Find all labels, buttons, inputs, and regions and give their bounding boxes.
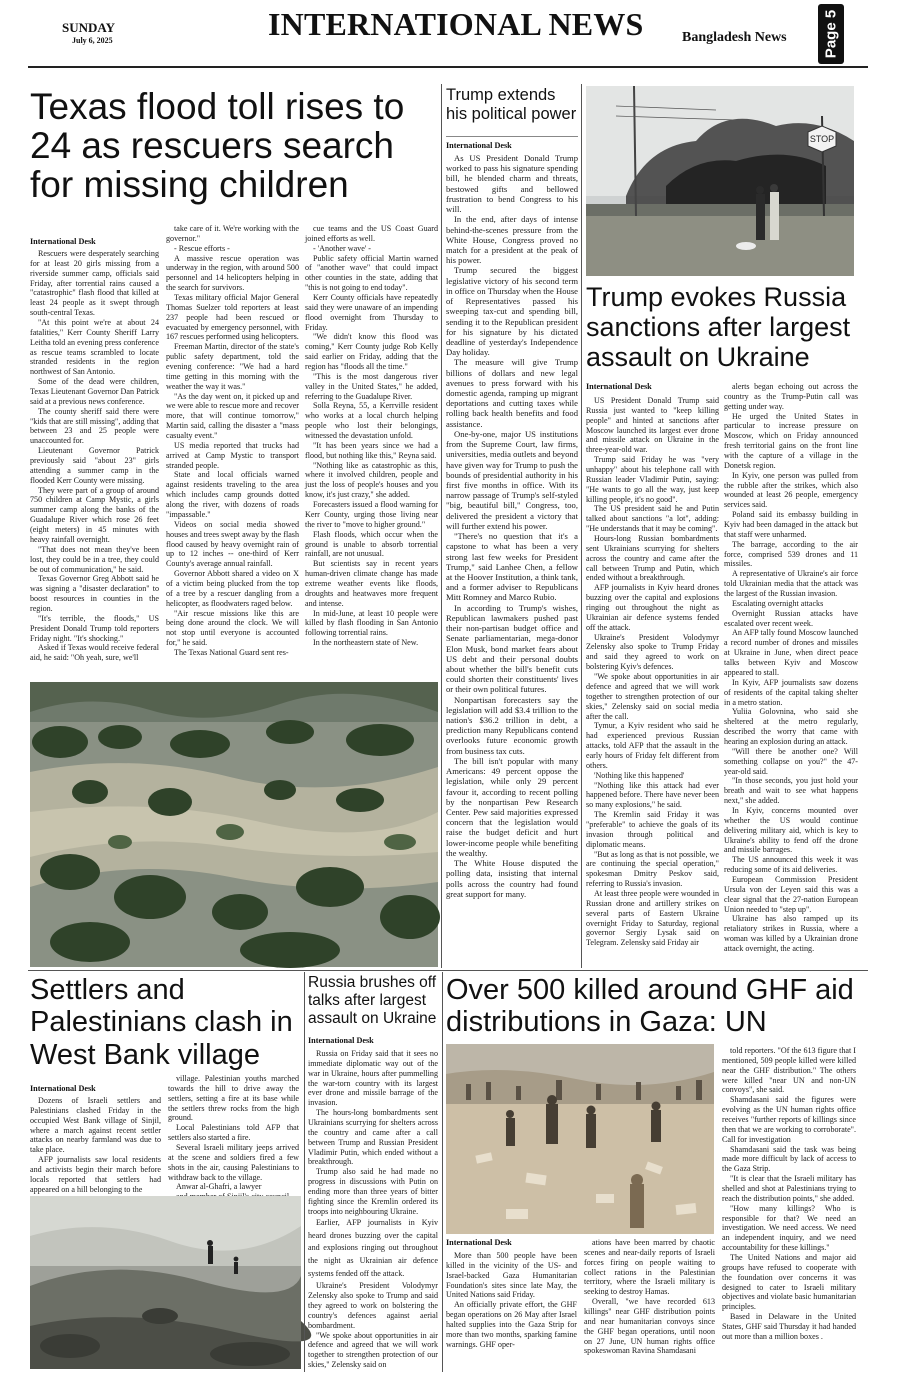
texas-column-1 xyxy=(30,249,159,679)
kyiv-smoke-photo xyxy=(586,86,854,276)
paragraph: "It's terrible, the floods," US President Donald Trump told reporters Friday night. "It's shocking." xyxy=(30,613,159,643)
paragraph: At least three people were wounded in Russian drone and artillery strikes on several parts of Eastern Ukraine overnight Friday to Saturday, regional governor Sergiy Lysak said on Telegram. Zelensky said Friday air xyxy=(586,888,719,948)
column-divider xyxy=(581,84,582,968)
paragraph: In mid-June, at least 10 people were killed by flash flooding in San Antonio following torrential rains. xyxy=(305,608,438,638)
gaza-column-1 xyxy=(446,1251,577,1371)
paragraph: Asked if Texas would receive federal aid, he said: "Oh yeah, sure, we'll xyxy=(30,643,159,663)
paragraph: cue teams and the US Coast Guard joined efforts as well. xyxy=(305,224,438,243)
flood-photo xyxy=(30,682,438,967)
trump-power-body xyxy=(446,153,578,968)
paragraph: Trump also said he had made no progress in discussions with Putin on ending more than three years of bitter fighting since the Kremlin ordered its troops into neighbouring Ukraine. xyxy=(308,1167,438,1216)
ukraine-headline: Trump evokes Russia sanctions after largest assault on Ukraine xyxy=(586,282,851,373)
paragraph: The barrage, according to the air force, comprised 539 drones and 11 missiles. xyxy=(724,539,858,569)
paragraph: Trump secured the biggest legislative victory of his second term in office on Thursday when the House of Representatives passed his sweeping tax-cut and spending bill, sending it to the Republican president for his signature by his dictated deadline of yesterday's Independence Day holiday. xyxy=(446,265,578,358)
paragraph: Yuliia Golovnina, who said she sheltered at the metro regularly, described the worry that came with hearing an explosion during an attack. xyxy=(724,707,858,746)
gaza-headline: Over 500 killed around GHF aid distributions in Gaza: UN xyxy=(446,974,854,1039)
paragraph: Overnight Russian attacks have escalated over recent week. xyxy=(724,608,858,628)
paragraph: Videos on social media showed houses and trees swept away by the flash flood caused by heavy overnight rain of up to 12 inches -- one-third of Kerr County's average annual rainfall. xyxy=(166,519,299,569)
paragraph: told reporters. "Of the 613 figure that I mentioned, 509 people killed were killed near the GHF distribution." The others were killed "near UN and non-UN convoys", she said. xyxy=(722,1046,856,1095)
paragraph: Russia on Friday said that it sees no immediate diplomatic way out of the war in Ukraine, hours after pummelling the war-torn country with its largest ever drone and missile barrage of the invasion. xyxy=(308,1049,438,1108)
gaza-column-2 xyxy=(584,1238,715,1371)
paragraph: village. Palestinian youths marched towards the hill to drive away the settlers, setting a fire at its base while the settlers threw rocks from the high ground. xyxy=(168,1074,299,1123)
paragraph: "At this point we're at about 24 fatalities," Kerr County Sheriff Larry Leitha told an evening press conference as rescue teams scrambled to locate stranded residents in the region northwest of San Antonio. xyxy=(30,318,159,377)
paragraph: Kerr County officials have repeatedly said they were unaware of an impending flood overnight from Thursday to Friday. xyxy=(305,293,438,332)
paragraph: Texas military official Major General Thomas Suelzer told reporters at least 237 people had been rescued or evacuated by emergency personnel, with 167 rescues performed using helicopters. xyxy=(166,293,299,342)
paragraph: Escalating overnight attacks xyxy=(732,598,824,608)
paragraph: "Will there be another one? Will something collapse on you?" the 47-year-old said. xyxy=(724,746,858,776)
paragraph: The US president said he and Putin talked about sanctions "a lot", adding: "He understands that it may be coming". xyxy=(586,504,719,534)
paragraph: State and local officials warned against residents traveling to the area which includes camp grounds dotted along the river, with dozens of roads "impassable." xyxy=(166,470,299,519)
paragraph: "Nothing like this attack had ever happened before. There have never been so many explosions," he said. xyxy=(586,780,719,810)
paragraph: Several Israeli military jeeps arrived at the scene and soldiers fired a few shots in the air, causing Palestinians to withdraw back to the village. xyxy=(168,1143,299,1182)
paragraph: Rescuers were desperately searching for at least 20 girls missing from a riverside summer camp, officials said Friday, after torrential rains caused a "catastrophic" flash flood that killed at least 24 people as it swept through south-central Texas. xyxy=(30,249,159,318)
paragraph: Trump said Friday he was "very unhappy" about his telephone call with Russian leader Vladimir Putin, saying: "He wants to go all the way, just keep killing people, it's no good". xyxy=(586,455,719,504)
texas-column-3 xyxy=(305,224,438,679)
paragraph: "We didn't know this flood was coming," Kerr County judge Rob Kelly said earlier on Friday, adding that the region has "floods all the time." xyxy=(305,332,438,372)
paragraph: ations have been marred by chaotic scenes and near-daily reports of Israeli forces firing on people waiting to collect rations in the Palestinian territory, where the Israeli military is seeking to destroy Hamas. xyxy=(584,1238,715,1297)
paragraph: As US President Donald Trump worked to pass his signature spending bill, he blended charm and threats, bestowed gifts and bellowed frustration to bend Congress to his will. xyxy=(446,153,578,215)
masthead-date: July 6, 2025 xyxy=(72,36,113,45)
paragraph: "That does not mean they've been lost, they could be in a tree, they could be out of communication," he said. xyxy=(30,544,159,574)
paragraph: 'Nothing like this happened' xyxy=(594,770,685,780)
masthead xyxy=(0,0,897,59)
paragraph: Ukraine's President Volodymyr Zelensky also spoke to Trump Friday and said they agreed to work on bolstering Kyiv's defences. xyxy=(586,632,719,672)
paragraph: Some of the dead were children, Texas Lieutenant Governor Dan Patrick said at a previous news conference. xyxy=(30,377,159,406)
paragraph: The measure will give Trump billions of dollars and new legal avenues to press forward with his domestic agenda, ramping up migrant deportations and cutting taxes while rolling back health benefits and food assistance. xyxy=(446,357,578,429)
paragraph: One-by-one, major US institutions from the Supreme Court, law firms, universities, media outlets and beyond have given way for Trump to push the bounds of presidential authority in his first five months in office. With its narrow passage of Trump's self-styled "big, beautiful bill," Congress, too, delivered the president a victory that will further extend his power. xyxy=(446,428,578,531)
paragraph: AFP journalists in Kyiv heard drones buzzing over the capital and explosions ringing out throughout the night as Ukrainian air defence systems fended off the attack. xyxy=(586,583,719,632)
paragraph: - Rescue efforts - xyxy=(174,243,230,253)
paragraph: In the northeastern state of New. xyxy=(313,638,419,648)
column-divider xyxy=(442,972,443,1372)
trump-power-headline: Trump extends his political power xyxy=(446,86,577,123)
paragraph: AFP journalists saw local residents and activists begin their march before locals reported that settlers had appeared on a hill belonging to the xyxy=(30,1155,161,1194)
westbank-headline: Settlers and Palestinians clash in West Bank village xyxy=(30,974,293,1071)
paragraph: But scientists say in recent years human-driven climate change has made extreme weather events like floods, droughts and heatwaves more frequent and intense. xyxy=(305,559,438,608)
paragraph: Overall, "we have recorded 613 killings" near GHF distribution points and near humanitarian convoys since the GHF began operations, until noon on 27 June, UN human rights office spokeswoman Ravina Shamdasani xyxy=(584,1297,715,1356)
trump-power-desk-tag: International Desk xyxy=(446,141,512,150)
paragraph: "As the day went on, it picked up and we were able to rescue more and recover more, that will continue tomorrow," Martin said, calling the disaster a "mass casualty event." xyxy=(166,391,299,441)
gaza-aid-photo xyxy=(446,1044,714,1234)
paragraph: "This is the most dangerous river valley in the United States," he added, referring to the Guadalupe River. xyxy=(305,371,438,401)
paragraph: Shamdasani said the figures were evolving as the UN human rights office receives "further reports of killings since then that we are working to corroborate". Call for investigation xyxy=(722,1095,856,1144)
paragraph: Freeman Martin, director of the state's public safety department, told the evening conference: "We had a hard time getting in this morning with the weather the way it was." xyxy=(166,342,299,391)
paragraph: European Commission President Ursula von der Leyen said this was a clear signal that the 27-nation European Union needed to "step up". xyxy=(724,874,858,914)
russia-talks-headline: Russia brushes off talks after largest assault on Ukraine xyxy=(308,974,437,1027)
texas-column-2 xyxy=(166,224,299,679)
brand-name: Bangladesh News xyxy=(682,30,787,45)
paragraph: "How many killings? Who is responsible for that? We need an investigation. We need access. We need an independent inquiry, and we need accountability for these killings." xyxy=(722,1203,856,1253)
paragraph: "Nothing like as catastrophic as this, where it involved children, people and just the loss of people's houses and you know, it's just crazy," she added. xyxy=(305,460,438,500)
paragraph: Based in Delaware in the United States, GHF said Thursday it had handed out more than a million boxes . xyxy=(722,1312,856,1341)
paragraph: An AFP tally found Moscow launched a record number of drones and missiles at Ukraine in June, when direct peace talks between Kyiv and Moscow appeared to stall. xyxy=(724,628,858,677)
section-title: INTERNATIONAL NEWS xyxy=(268,6,644,42)
paragraph: Dozens of Israeli settlers and Palestinians clashed Friday in the occupied West Bank village of Sinjil, where a march against recent settler attacks on nearby farmland was due to take place. xyxy=(30,1096,161,1155)
paragraph: The Texas National Guard sent res- xyxy=(174,647,289,657)
paragraph: He urged the United States in particular to increase pressure on Moscow, which on Friday announced fresh territorial gains on the front line with the capture of a village in the Donetsk region. xyxy=(724,411,858,470)
paragraph: "In those seconds, you just hold your breath and wait to see what happens next," she added. xyxy=(724,776,858,806)
paragraph: take care of it. We're working with the governor." xyxy=(166,224,299,243)
paragraph: The bill isn't popular with many Americans: 49 percent oppose the legislation, while only 29 percent favour it, according to recent polling by the nonpartisan Pew Research Center. Pew said majorities expressed concern that the legislation would raise the budget deficit and hurt lower-income people while benefiting the wealthy. xyxy=(446,755,578,858)
westbank-photo xyxy=(30,1196,301,1369)
russia-talks-body xyxy=(308,1049,438,1371)
story-rule xyxy=(446,136,578,137)
paragraph: Forecasters issued a flood warning for Kerr County, urging those living near the river to "move to higher ground." xyxy=(305,500,438,529)
paragraph: In according to Trump's wishes, Republican lawmakers pushed past their non-partisan budget office and Senate parliamentarian, mega-donor Elon Musk, bond market fears about US debt and their personal doubts about whether the bill's benefit cuts could shorten their constituents' lives or their own political futures. xyxy=(446,602,578,695)
paragraph: In the end, after days of intense behind-the-scenes pressure from the White House, Congress proved no match for a president at the peak of his power. xyxy=(446,214,578,266)
paragraph: Solla Reyna, 55, a Kerrville resident who works at a local church helping people who lost their belongings, witnessed the devastation unfold. xyxy=(305,401,438,441)
paragraph: Local Palestinians told AFP that settlers also started a fire. xyxy=(168,1123,299,1143)
westbank-column-2 xyxy=(168,1074,299,1192)
paragraph: In Kyiv, one person was pulled from the rubble after the strikes, which also wounded at least 26 people, emergency services said. xyxy=(724,470,858,510)
ukraine-column-1 xyxy=(586,396,719,968)
gaza-desk-tag: International Desk xyxy=(446,1238,512,1247)
column-divider xyxy=(441,84,442,968)
texas-headline: Texas flood toll rises to 24 as rescuers search for missing children xyxy=(30,86,405,205)
paragraph: Hours-long Russian bombardments sent Ukrainians scurrying for shelters across the country and came after the call between Trump and Putin, which ended without a breakthrough. xyxy=(586,534,719,583)
paragraph: An officially private effort, the GHF began operations on 26 May after Israel halted supplies into the Gaza Strip for more than two months, sparking famine warnings. GHF oper- xyxy=(446,1300,577,1349)
paragraph: A massive rescue operation was underway in the region, with around 500 personnel and 14 helicopters helping in the search for survivors. xyxy=(166,253,299,293)
paragraph: Nonpartisan forecasters say the legislation will add $3.4 trillion to the nation's $36.2 trillion in debt, a prediction many Republicans contend overlooks future economic growth from business tax cuts. xyxy=(446,694,578,756)
paragraph: They were part of a group of around 750 children at Camp Mystic, a girls summer camp along the banks of the Guadalupe River which rose 26 feet (eight meters) in 45 minutes with heavy rainfall overnight. xyxy=(30,485,159,544)
paragraph: "It has been years since we had a flood, but nothing like this," Reyna said. xyxy=(305,440,438,460)
paragraph: The US announced this week it was reducing some of its aid deliveries. xyxy=(724,855,858,875)
paragraph: US media reported that trucks had arrived at Camp Mystic to transport stranded people. xyxy=(166,440,299,470)
paragraph: Public safety official Martin warned of "another wave" that could impact other counties in the state, adding that "this is not going to end today". xyxy=(305,253,438,293)
page-number: Page 5 xyxy=(822,9,840,59)
paragraph: Anwar al-Ghafri, a lawyer xyxy=(176,1182,262,1192)
column-divider xyxy=(304,972,305,1372)
paragraph: In Kyiv, AFP journalists saw dozens of residents of the capital taking shelter in a metro station. xyxy=(724,677,858,707)
gaza-column-3 xyxy=(722,1046,856,1371)
paragraph: The Kremlin said Friday it was "preferable" to achieve the goals of its invasion through political and diplomatic means. xyxy=(586,810,719,849)
paragraph: Lieutenant Governor Patrick previously said "about 23" girls attending a summer camp in the flooded Kerr County were missing. xyxy=(30,446,159,485)
paragraph: The county sheriff said there were "kids that are still missing", adding that between 23 and 25 people were unaccounted for. xyxy=(30,406,159,446)
texas-desk-tag: International Desk xyxy=(30,237,96,246)
page-number-tab xyxy=(818,4,844,64)
paragraph: Shamdasani said the task was being made more difficult by lack of access to the Gaza Strip. xyxy=(722,1144,856,1174)
paragraph: More than 500 people have been killed in the vicinity of the US- and Israel-backed Gaza Humanitarian Foundation's sites since late May, the United Nations said Friday. xyxy=(446,1251,577,1300)
paragraph: The White House disputed the polling data, insisting that internal polls across the country had found great support for many. xyxy=(446,858,578,899)
paragraph: The United Nations and major aid groups have refused to cooperate with the foundation over concerns it was designed to cater to Israeli military objectives and violate basic humanitarian principles. xyxy=(722,1253,856,1312)
paragraph: "But as long as that is not possible, we are continuing the special operation," spokesman Dmitry Peskov said, referring to Russia's invasion. xyxy=(586,849,719,889)
paragraph: "It is clear that the Israeli military has shelled and shot at Palestinians trying to reach the distribution points," she added. xyxy=(722,1174,856,1203)
paragraph: Governor Abbott shared a video on X of a victim being plucked from the top of a tree by a rescuer dangling from a helicopter, as floodwaters raged below. xyxy=(166,569,299,608)
stop-sign-text: STOP xyxy=(809,134,835,144)
westbank-column-1 xyxy=(30,1096,161,1194)
ukraine-desk-tag: International Desk xyxy=(586,382,652,391)
paragraph: Texas Governor Greg Abbott said he was signing a "disaster declaration" to boost resources in counties in the region. xyxy=(30,574,159,613)
paragraph: Tymur, a Kyiv resident who said he had experienced previous Russian attacks, told AFP that the assault in the early hours of Friday felt different from others. xyxy=(586,721,719,770)
masthead-day: SUNDAY xyxy=(62,20,115,35)
masthead-rule xyxy=(28,66,868,68)
paragraph: Flash floods, which occur when the ground is unable to absorb torrential rainfall, are not unusual. xyxy=(305,529,438,559)
paragraph: The hours-long bombardments sent Ukrainians scurrying for shelters across the country and came after a call between Trump and Russian President Vladimir Putin, which ended without a breakthrough. xyxy=(308,1108,438,1167)
paragraph: In Kyiv, concerns mounted over whether the US would continue delivering military aid, which is key to Ukraine's ability to fend off the drone and missile barrages. xyxy=(724,805,858,855)
ukraine-column-2 xyxy=(724,382,858,968)
section-divider xyxy=(28,970,868,971)
paragraph: Poland said its embassy building in Kyiv had been damaged in the attack but that staff were unharmed. xyxy=(724,510,858,539)
paragraph: US President Donald Trump said Russia just wanted to "keep killing people" and hinted at sanctions after Moscow launched its largest ever drone and missile attack on Ukraine in the three-year-old war. xyxy=(586,396,719,455)
westbank-desk-tag: International Desk xyxy=(30,1084,96,1093)
paragraph: "There's no question that it's a capstone to what has been a very strong last few weeks for President Trump," said Lanhee Chen, a fellow at the Hoover Institution, a think tank, and a former adviser to Republicans Mitt Romney and Marco Rubio. xyxy=(446,531,578,603)
paragraph: alerts began echoing out across the country as the Trump-Putin call was getting under way. xyxy=(724,382,858,411)
paragraph: - 'Another wave' - xyxy=(313,243,371,253)
paragraph: Ukraine's President Volodymyr Zelensky also spoke to Trump and said they agreed to work on bolstering the country's defences against aerial bombardment. xyxy=(308,1281,438,1330)
paragraph: "We spoke about opportunities in air defence and agreed that we will work together to strengthen protection of our skies," Zelensky said on xyxy=(308,1330,438,1370)
paragraph: "Air rescue missions like this are being done around the clock. We will not stop until everyone is accounted for," he said. xyxy=(166,608,299,648)
paragraph: Ukraine has also ramped up its retaliatory strikes in Russia, where a woman was killed by a Ukrainian drone attack overnight, the acting. xyxy=(724,914,858,953)
russia-talks-desk-tag: International Desk xyxy=(308,1036,374,1045)
paragraph: "We spoke about opportunities in air defence and agreed that we will work together to strengthen protection of our skies," Zelensky said on social media after the call. xyxy=(586,672,719,721)
paragraph: A representative of Ukraine's air force told Ukrainian media that the attack was the largest of the Russian invasion. xyxy=(724,569,858,599)
paragraph: Earlier, AFP journalists in Kyiv heard drones buzzing over the capital and explosions ringing out throughout the night as Ukrainian air defence systems fended off the attack. xyxy=(308,1217,438,1279)
